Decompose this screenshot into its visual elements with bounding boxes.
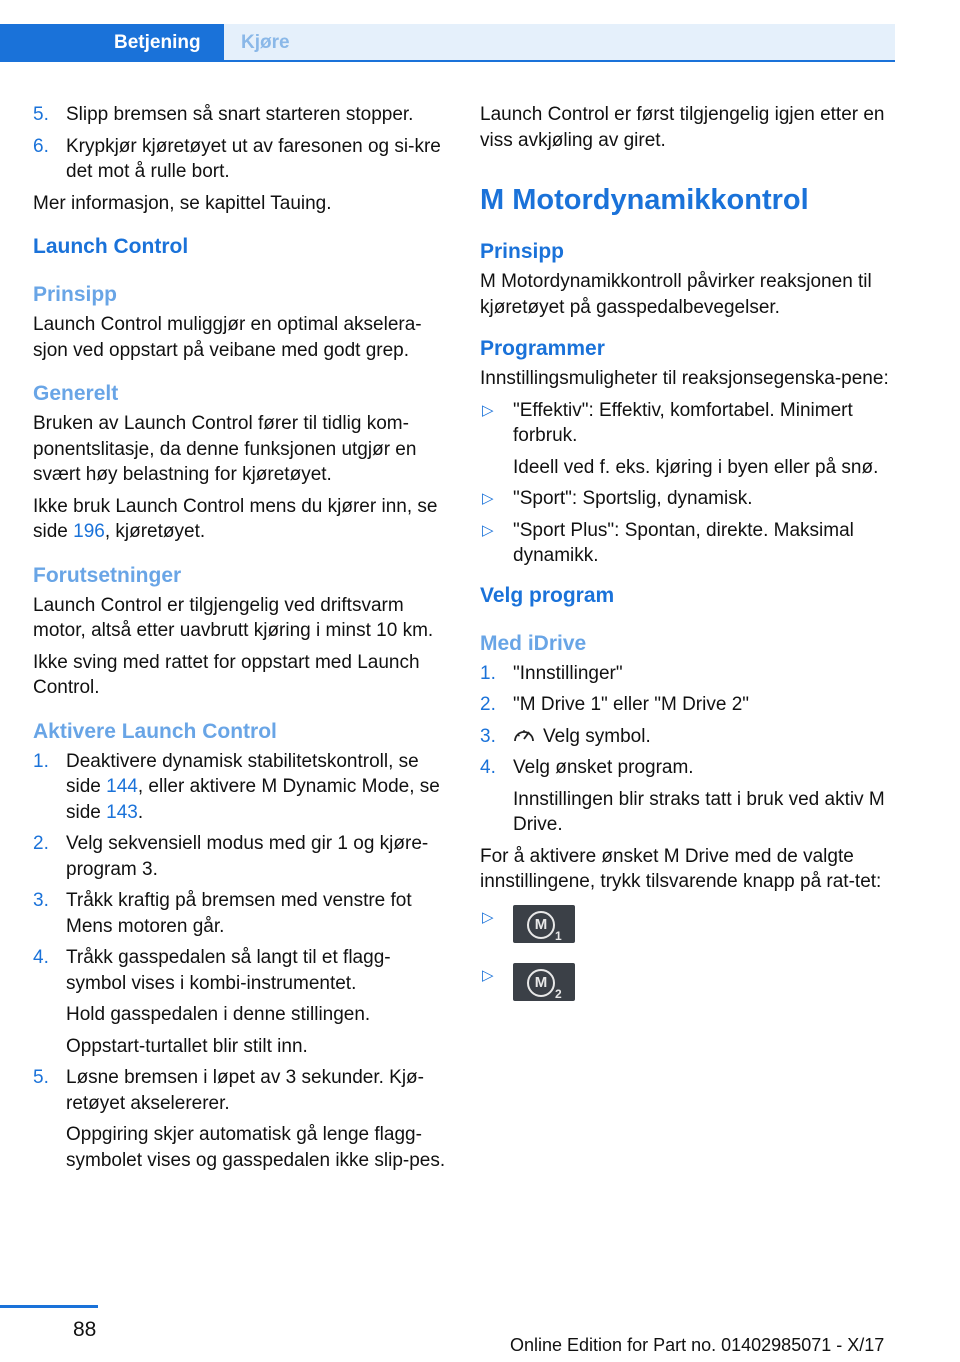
right-column xyxy=(480,102,895,1021)
text-fragment: Ikke bruk Launch Control mens du kjører inn, se side xyxy=(33,495,438,542)
heading-forutsetninger: Forutsetninger xyxy=(33,563,182,587)
programmer-text: Innstillingsmuligheter til reaksjonsegenska-pene: xyxy=(480,368,889,389)
m-letter: M xyxy=(527,911,555,939)
m-letter: M xyxy=(527,969,555,997)
text-fragment: Deaktivere dynamisk stabilitetskontroll, se side xyxy=(66,750,419,797)
list-item xyxy=(480,963,895,1011)
m-number: 1 xyxy=(555,928,562,943)
forutsetninger-text: Launch Control er tilgjengelig ved driftsvarm motor, altså etter uavbrutt kjøring i minst 10 km. xyxy=(33,594,434,641)
edition-text: Online Edition for Part no. 01402985071 - X/17 xyxy=(510,1335,885,1355)
heading-velg-program: Velg program xyxy=(480,583,615,607)
page-link-144[interactable]: 144 xyxy=(106,776,138,797)
list-number: 2. xyxy=(33,833,49,854)
heading-aktivere: Aktivere Launch Control xyxy=(33,719,277,743)
triangle-right-icon: ▷ xyxy=(482,521,494,539)
m-drive-1-button[interactable] xyxy=(513,905,575,943)
gauge-icon xyxy=(513,726,535,744)
page-link-196[interactable]: 196 xyxy=(73,521,105,542)
m-drive-2-button[interactable] xyxy=(513,963,575,1001)
triangle-right-icon: ▷ xyxy=(482,490,494,507)
sub-text: Hold gasspedalen i denne stillingen. xyxy=(66,1004,371,1025)
list-item xyxy=(480,905,895,953)
more-info-text: Mer informasjon, se kapittel Tauing. xyxy=(33,192,332,214)
list-item xyxy=(33,888,448,939)
list-item xyxy=(480,486,895,512)
list-number: 6. xyxy=(33,135,49,157)
sub-text: Innstillingen blir straks tatt i bruk ved aktiv M Drive. xyxy=(513,788,885,835)
tab-betjening[interactable]: Betjening xyxy=(0,24,224,62)
list-number: 5. xyxy=(33,1067,49,1088)
header-tabs xyxy=(0,24,895,62)
list-item xyxy=(480,724,895,750)
list-text: "Sport": Sportslig, dynamisk. xyxy=(513,488,753,509)
idrive-steps xyxy=(480,661,895,838)
footer-divider xyxy=(0,1305,98,1308)
list-item xyxy=(33,831,448,882)
left-column xyxy=(33,102,448,1179)
ikke-bruk-text xyxy=(33,494,448,545)
mdrive-buttons-list xyxy=(480,905,895,1011)
list-number: 5. xyxy=(33,104,49,125)
for-aktivere-text: For å aktivere ønsket M Drive med de valgte innstillingene, trykk tilsvarende knapp på rat-tet: xyxy=(480,845,882,892)
steps-list-a xyxy=(33,102,448,185)
list-text: "M Drive 1" eller "M Drive 2" xyxy=(513,694,750,715)
programs-list xyxy=(480,398,895,569)
page-number: 88 xyxy=(73,1318,97,1341)
list-item xyxy=(480,398,895,449)
sub-text: Oppgiring skjer automatisk gå lenge flagg-symbolet vises og gasspedalen ikke slip-pes. xyxy=(66,1124,446,1171)
list-number: 4. xyxy=(33,947,49,968)
heading-m-motordynamikkontrol: M Motordynamikkontrol xyxy=(480,184,809,216)
list-number: 2. xyxy=(480,694,496,715)
list-text: Tråkk kraftig på bremsen med venstre fot Mens motoren går. xyxy=(66,890,412,937)
list-text: Tråkk gasspedalen så langt til et flagg-symbol vises i kombi-instrumentet. xyxy=(66,947,391,994)
list-item xyxy=(33,945,448,996)
list-text: Krypkjør kjøretøyet ut av faresonen og si-kre det mot å rulle bort. xyxy=(66,135,441,182)
sub-text: Oppstart-turtallet blir stilt inn. xyxy=(66,1035,308,1057)
text-fragment: , eller aktivere M Dynamic Mode, se side xyxy=(66,776,440,823)
list-text: Velg sekvensiell modus med gir 1 og kjøre-program 3. xyxy=(66,833,429,880)
text-fragment: . xyxy=(137,801,144,823)
list-item xyxy=(33,102,448,128)
list-text: "Sport Plus": Spontan, direkte. Maksimal dynamikk. xyxy=(513,519,854,566)
list-item xyxy=(33,1065,448,1116)
sub-text: Ideell ved f. eks. kjøring i byen eller på snø. xyxy=(513,456,879,478)
heading-launch-control: Launch Control xyxy=(33,235,189,258)
list-number: 1. xyxy=(33,750,49,772)
triangle-right-icon: ▷ xyxy=(482,401,494,419)
activation-steps xyxy=(33,749,448,1174)
heading-generelt: Generelt xyxy=(33,382,119,405)
heading-med-idrive: Med iDrive xyxy=(480,631,587,655)
list-number: 3. xyxy=(33,890,49,911)
intro-text: Launch Control er først tilgjengelig igjen etter en viss avkjøling av giret. xyxy=(480,104,885,151)
page-link-143[interactable]: 143 xyxy=(106,801,138,823)
m-number: 2 xyxy=(555,986,562,1001)
heading-prinsipp: Prinsipp xyxy=(33,283,118,306)
list-text: Løsne bremsen i løpet av 3 sekunder. Kjø-retøyet akselererer. xyxy=(66,1067,424,1114)
list-number: 4. xyxy=(480,757,496,778)
list-text: Slipp bremsen så snart starteren stopper. xyxy=(66,104,414,125)
triangle-right-icon: ▷ xyxy=(482,908,494,926)
list-item xyxy=(33,749,448,826)
list-item xyxy=(480,661,895,687)
generelt-text: Bruken av Launch Control fører til tidlig kom-ponentslitasje, da denne funksjonen utgjør en svært høy belastning for kjøretøyet. xyxy=(33,413,417,485)
triangle-right-icon: ▷ xyxy=(482,966,494,984)
list-text: "Effektiv": Effektiv, komfortabel. Minimert forbruk. xyxy=(513,399,853,446)
ikke-sving-text: Ikke sving med rattet for oppstart med Launch Control. xyxy=(33,651,420,698)
list-number: 3. xyxy=(480,725,496,747)
list-number: 1. xyxy=(480,662,496,684)
prinsipp-right-text: M Motordynamikkontroll påvirker reaksjonen til kjøretøyet på gasspedalbevegelser. xyxy=(480,271,872,318)
heading-prinsipp-right: Prinsipp xyxy=(480,240,565,263)
list-text: "Innstillinger" xyxy=(513,662,623,684)
list-text: Velg symbol. xyxy=(543,725,651,747)
list-item xyxy=(480,692,895,718)
text-fragment: , kjøretøyet. xyxy=(104,521,206,542)
list-item xyxy=(480,755,895,781)
list-item xyxy=(33,134,448,185)
heading-programmer: Programmer xyxy=(480,337,605,360)
list-text: Velg ønsket program. xyxy=(513,757,694,778)
list-item xyxy=(480,518,895,569)
prinsipp-text: Launch Control muliggjør en optimal akselera-sjon ved oppstart på veibane med godt grep. xyxy=(33,314,422,361)
tab-kjore[interactable]: Kjøre xyxy=(224,24,895,62)
